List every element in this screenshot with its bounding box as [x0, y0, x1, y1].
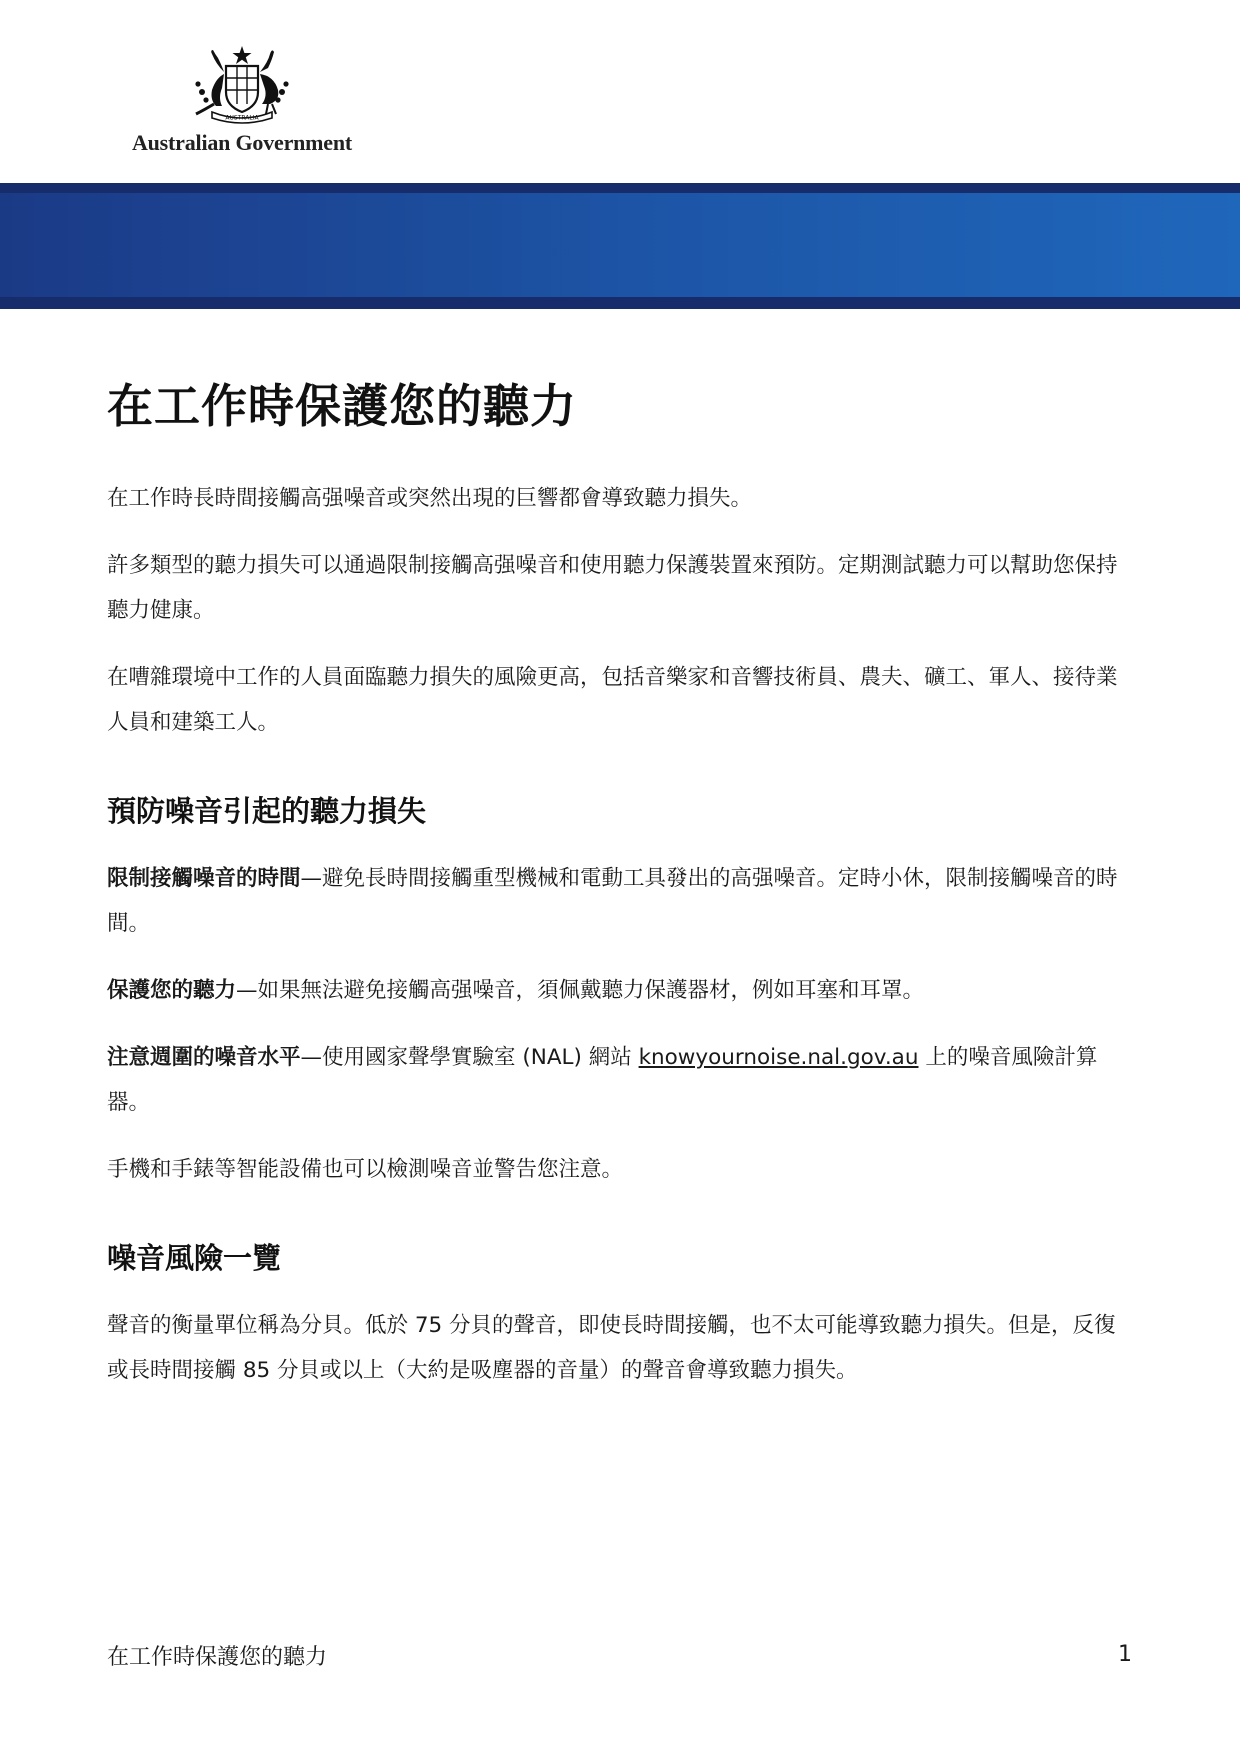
tip-noise-levels	[107, 1035, 1137, 1125]
intro-paragraph-2: 許多類型的聽力損失可以通過限制接觸高强噪音和使用聽力保護裝置來預防。定期測試聽力可以幫助您保持聽力健康。	[107, 553, 1118, 623]
main-content	[107, 370, 1137, 1415]
nal-website-link[interactable]: knowyournoise.nal.gov.au	[638, 1045, 919, 1070]
coat-of-arms-icon	[182, 44, 302, 126]
page-title: 在工作時保護您的聽力	[107, 379, 577, 433]
header-banner	[0, 183, 1240, 309]
tip-protect-hearing-text: —如果無法避免接觸高强噪音，須佩戴聽力保護器材，例如耳塞和耳罩。	[236, 978, 925, 1003]
intro-paragraph-3: 在嘈雜環境中工作的人員面臨聽力損失的風險更高，包括音樂家和音響技術員、農夫、礦工、軍人、接待業人員和建築工人。	[107, 665, 1118, 735]
intro-paragraph-1: 在工作時長時間接觸高强噪音或突然出現的巨響都會導致聽力損失。	[107, 486, 753, 511]
government-name: Australian Government	[131, 130, 353, 155]
tip-limit-exposure-text: —避免長時間接觸重型機械和電動工具發出的高强噪音。定時小休，限制接觸噪音的時間。	[107, 866, 1118, 936]
tip-limit-exposure-title: 限制接觸噪音的時間	[107, 866, 301, 891]
banner-bottom-stripe	[0, 297, 1240, 309]
tip-noise-levels-text-after: 上的噪音風險計算器。	[107, 1045, 1098, 1115]
tip-noise-levels-text-before: —使用國家聲學實驗室 (NAL) 網站	[300, 1045, 639, 1070]
tip-limit-exposure	[107, 856, 1137, 946]
decibel-paragraph: 聲音的衡量單位稱為分貝。低於 75 分貝的聲音，即使長時間接觸，也不太可能導致聽力損失。但是，反復或長時間接觸 85 分貝或以上（大約是吸塵器的音量）的聲音會導致聽力損失。	[107, 1313, 1116, 1383]
page-number: 1	[1118, 1642, 1132, 1667]
banner-top-stripe	[0, 183, 1240, 193]
crest-motto: AUSTRALIA	[225, 114, 259, 122]
tip-protect-hearing	[107, 968, 1137, 1013]
smart-devices-note: 手機和手錶等智能設備也可以檢測噪音並警告您注意。	[107, 1157, 624, 1182]
section-heading-prevention: 預防噪音引起的聽力損失	[107, 794, 427, 828]
tip-noise-levels-title: 注意週圍的噪音水平	[107, 1045, 301, 1070]
government-logo	[122, 44, 362, 156]
tip-protect-hearing-title: 保護您的聽力	[107, 978, 237, 1003]
footer-title: 在工作時保護您的聽力	[107, 1645, 328, 1670]
section-heading-risk: 噪音風險一覽	[107, 1241, 282, 1275]
